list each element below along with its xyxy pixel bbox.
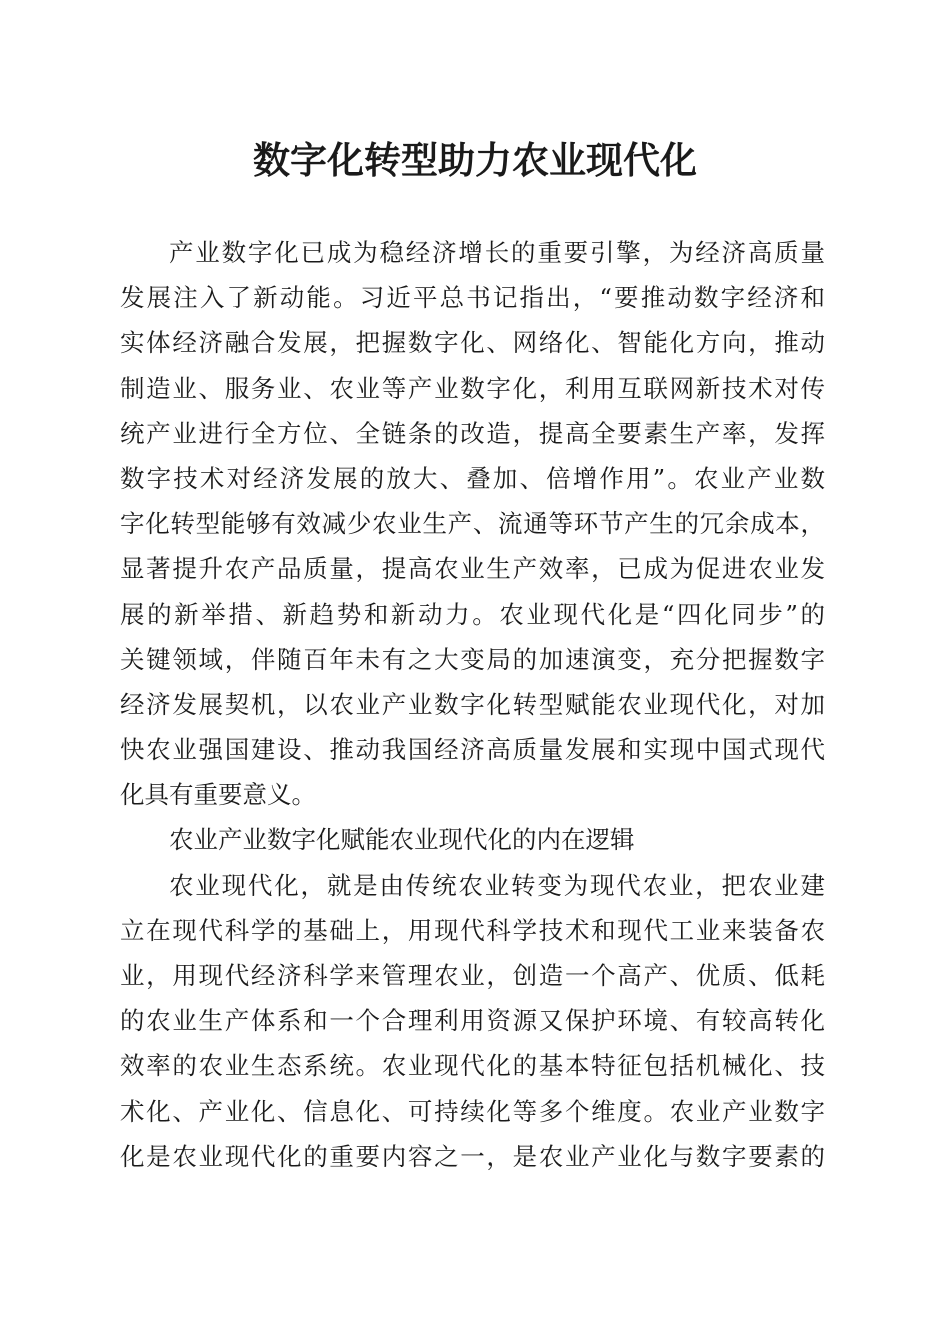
section-heading (120, 817, 825, 862)
text-line: 字化转型能够有效减少农业生产、流通等环节产生的冗余成本， (120, 509, 825, 539)
text-line: 经济发展契机，以农业产业数字化转型赋能农业现代化，对加 (120, 689, 825, 719)
text-line: 农业现代化，就是由传统农业转变为现代农业，把农业建 (169, 870, 825, 900)
paragraph-intro (120, 230, 825, 817)
text-line: 统产业进行全方位、全链条的改造，提高全要素生产率，发挥 (120, 418, 825, 448)
text-line: 展的新举措、新趋势和新动力。农业现代化是“四化同步”的 (120, 599, 825, 629)
text-line: 农业产业数字化赋能农业现代化的内在逻辑 (169, 825, 635, 855)
text-line: 化具有重要意义。 (120, 780, 316, 810)
text-line: 实体经济融合发展，把握数字化、网络化、智能化方向，推动 (120, 328, 825, 358)
text-line: 业，用现代经济科学来管理农业，创造一个高产、优质、低耗 (120, 961, 825, 990)
text-line: 化是农业现代化的重要内容之一，是农业产业化与数字要素的 (120, 1141, 825, 1171)
text-line: 数字技术对经济发展的放大、叠加、倍增作用”。农业产业数 (120, 463, 825, 493)
text-line: 术化、产业化、信息化、可持续化等多个维度。农业产业数字 (120, 1096, 825, 1126)
text-line: 制造业、服务业、农业等产业数字化，利用互联网新技术对传 (120, 373, 825, 403)
text-line: 立在现代科学的基础上，用现代科学技术和现代工业来装备农 (120, 915, 825, 945)
text-line: 关键领域，伴随百年未有之大变局的加速演变，充分把握数字 (120, 644, 825, 674)
text-line: 产业数字化已成为稳经济增长的重要引擎，为经济高质量 (169, 238, 825, 267)
text-line: 显著提升农产品质量，提高农业生产效率，已成为促进农业发 (120, 554, 825, 584)
text-line: 发展注入了新动能。习近平总书记指出，“要推动数字经济和 (120, 283, 825, 313)
text-line: 效率的农业生态系统。农业现代化的基本特征包括机械化、技 (120, 1051, 825, 1081)
text-line: 的农业生产体系和一个合理利用资源又保护环境、有较高转化 (120, 1006, 825, 1036)
paragraph-body (120, 863, 825, 1179)
text-line: 快农业强国建设、推动我国经济高质量发展和实现中国式现代 (120, 735, 825, 765)
document-title: 数字化转型助力农业现代化 (253, 138, 697, 182)
document-body (120, 230, 825, 1179)
